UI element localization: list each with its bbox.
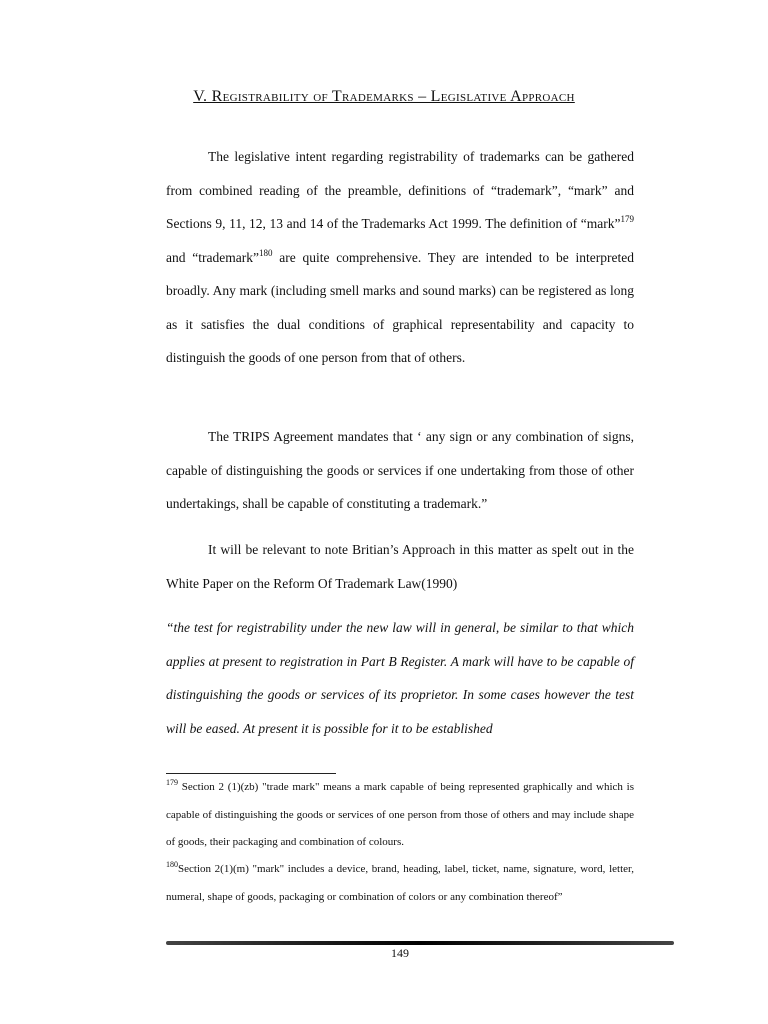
paragraph-text: and “trademark” <box>166 249 259 265</box>
footnote-number: 179 <box>166 778 178 787</box>
paragraph-text: The TRIPS Agreement mandates that ‘ any sign or any combination of signs, capable of distinguishing the goods or services if one undertaking from those of other undertakings, shall be capable of constituting a trademark.” <box>166 429 634 511</box>
paragraph-legislative-intent <box>166 140 634 375</box>
quote-text: “the test for registrability under the new law will in general, be similar to that which applies at present to registration in Part B Register. A mark will have to be capable of distinguishing the goods or services of its proprietor. In some cases however the test will be eased. At present it is possible for it to be established <box>166 620 634 736</box>
section-title: V. Registrability of Trademarks – Legislative Approach <box>193 88 575 105</box>
paragraph-text: The legislative intent regarding registrability of trademarks can be gathered from combined reading of the preamble, definitions of “trademark”, “mark” and Sections 9, 11, 12, 13 and 14 of the Trademarks Act 1999. The definition of “mark” <box>166 149 634 231</box>
footnote-ref-179[interactable]: 179 <box>620 214 634 224</box>
paragraph-text: It will be relevant to note Britian’s Approach in this matter as spelt out in the White Paper on the Reform Of Trademark Law(1990) <box>166 542 634 591</box>
footnote-number: 180 <box>166 860 178 869</box>
footnote-text: Section 2(1)(m) "mark" includes a device, brand, heading, label, ticket, name, signature, word, letter, numeral, shape of goods, packaging or combination of colors or any combination thereof” <box>166 863 634 903</box>
footnote-179 <box>166 774 634 857</box>
block-quote <box>166 611 634 745</box>
paragraph-trips <box>166 420 634 521</box>
paragraph-text: are quite comprehensive. They are intended to be interpreted broadly. Any mark (including smell marks and sound marks) can be registered as long as it satisfies the dual conditions of graphical representability and capacity to distinguish the goods of one person from that of others. <box>166 249 634 365</box>
page-number: 149 <box>391 946 409 960</box>
footnote-ref-180[interactable]: 180 <box>258 247 273 258</box>
footnote-text: Section 2 (1)(zb) "trade mark" means a mark capable of being represented graphically and which is capable of distinguishing the goods or services of one person from those of others and may include shape of goods, their packaging and combination of colours. <box>166 781 634 848</box>
page-footer-rule <box>166 941 674 945</box>
footnote-180 <box>166 856 634 911</box>
paragraph-britain-approach <box>166 533 634 600</box>
